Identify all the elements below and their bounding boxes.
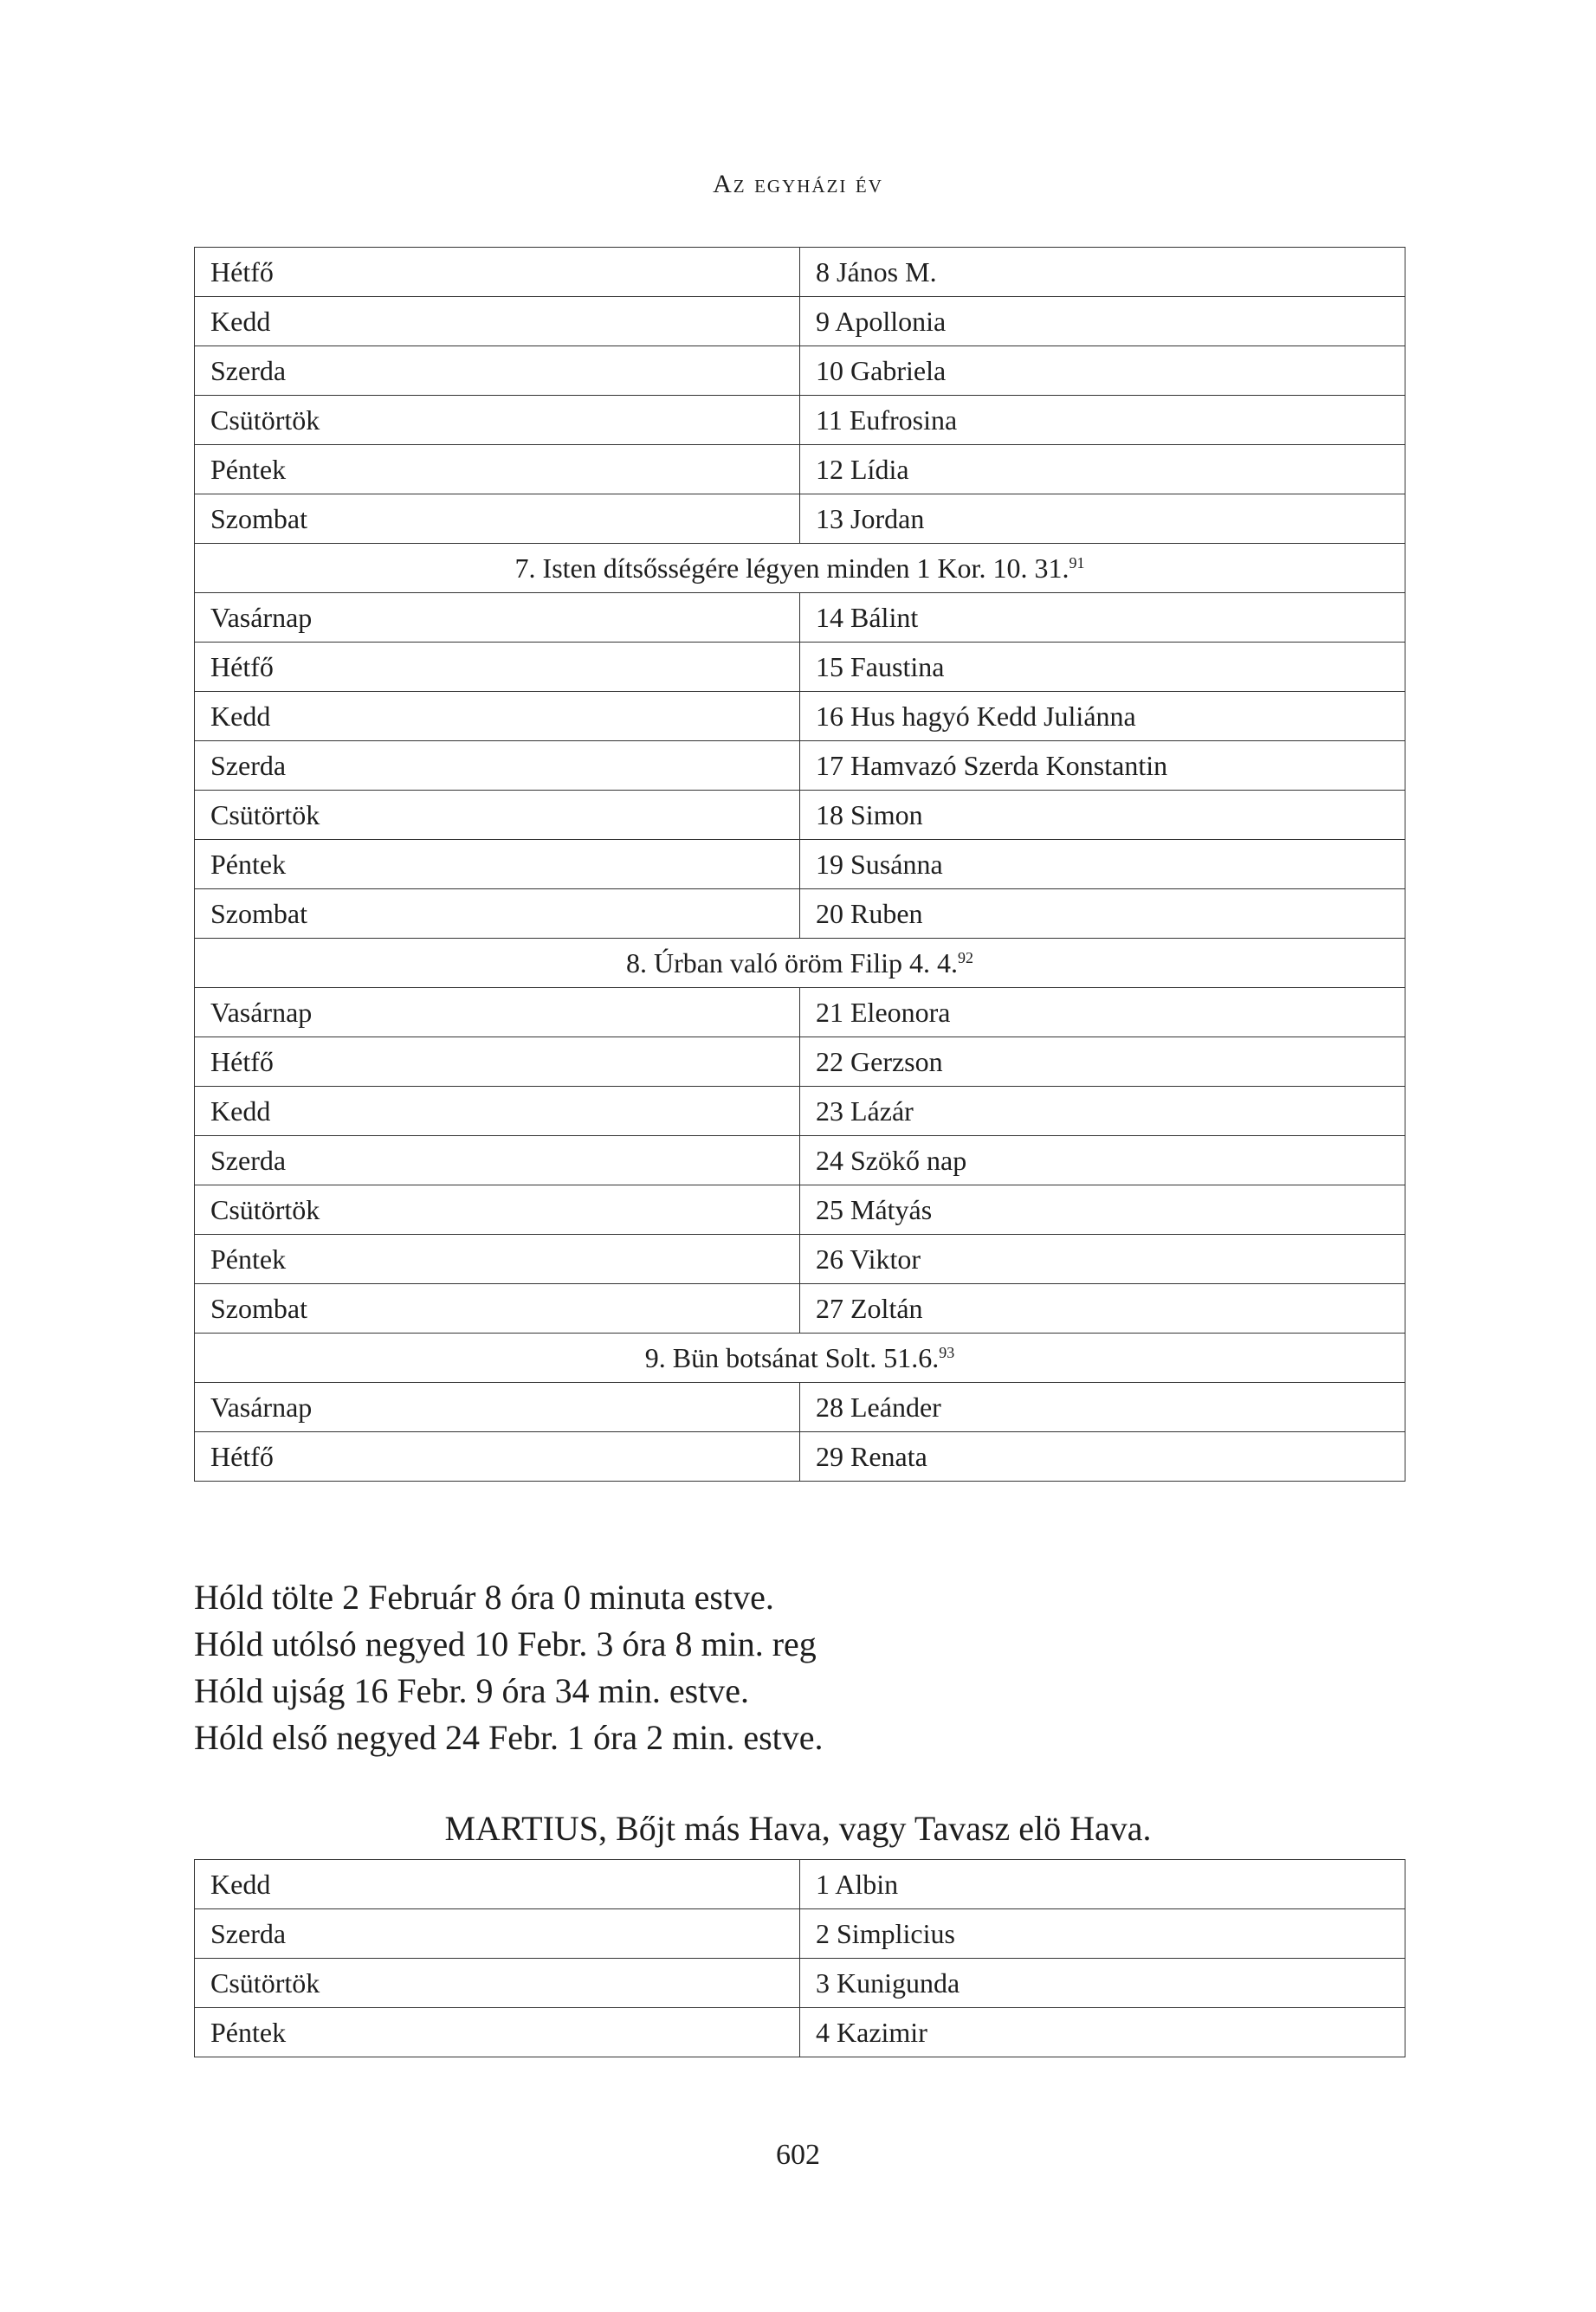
weekday-cell: Vasárnap	[195, 988, 800, 1037]
week-heading-row	[195, 939, 1405, 988]
weekday-cell: Szerda	[195, 346, 800, 396]
calendar-row	[195, 692, 1405, 741]
date-entry-cell: 24 Szökő nap	[800, 1136, 1405, 1185]
calendar-row	[195, 1087, 1405, 1136]
weekday-cell: Péntek	[195, 2008, 800, 2057]
march-title: MARTIUS, Bőjt más Hava, vagy Tavasz elö Hava.	[444, 1809, 1152, 1848]
calendar-row	[195, 248, 1405, 297]
calendar-row	[195, 494, 1405, 544]
weekday-cell: Kedd	[195, 1087, 800, 1136]
weekday-cell: Szerda	[195, 1136, 800, 1185]
calendar-row	[195, 1136, 1405, 1185]
date-entry-cell: 3 Kunigunda	[800, 1959, 1405, 2008]
calendar-row	[195, 840, 1405, 889]
weekday-cell: Csütörtök	[195, 1185, 800, 1235]
date-entry-cell: 9 Apollonia	[800, 297, 1405, 346]
date-entry-cell: 27 Zoltán	[800, 1284, 1405, 1334]
calendar-row	[195, 741, 1405, 791]
calendar-row	[195, 396, 1405, 445]
february-calendar-body	[195, 248, 1405, 1482]
week-heading-cell	[195, 1334, 1405, 1383]
date-entry-cell: 15 Faustina	[800, 643, 1405, 692]
date-entry-cell: 21 Eleonora	[800, 988, 1405, 1037]
calendar-row	[195, 445, 1405, 494]
weekday-cell: Csütörtök	[195, 396, 800, 445]
february-calendar-table	[194, 247, 1405, 1482]
calendar-row	[195, 2008, 1405, 2057]
date-entry-cell: 25 Mátyás	[800, 1185, 1405, 1235]
weekday-cell: Szerda	[195, 741, 800, 791]
week-heading-text: 7. Isten dítsősségére légyen minden 1 Kor. 10. 31.	[514, 552, 1069, 584]
footnote-marker: 91	[1069, 554, 1085, 572]
weekday-cell: Péntek	[195, 1235, 800, 1284]
moon-phase-line: Hóld ujság 16 Febr. 9 óra 34 min. estve.	[194, 1671, 750, 1710]
weekday-cell: Hétfő	[195, 248, 800, 297]
weekday-cell: Kedd	[195, 692, 800, 741]
week-heading-text: 8. Úrban való öröm Filip 4. 4.	[625, 947, 959, 978]
footnote-marker: 93	[939, 1344, 955, 1361]
calendar-row	[195, 1909, 1405, 1959]
weekday-cell: Hétfő	[195, 643, 800, 692]
date-entry-cell: 19 Susánna	[800, 840, 1405, 889]
date-entry-cell: 20 Ruben	[800, 889, 1405, 939]
weekday-cell: Péntek	[195, 840, 800, 889]
weekday-cell: Vasárnap	[195, 593, 800, 643]
date-entry-cell: 14 Bálint	[800, 593, 1405, 643]
weekday-cell: Vasárnap	[195, 1383, 800, 1432]
week-heading-text: 9. Bün botsánat Solt. 51.6.	[644, 1342, 940, 1373]
date-entry-cell: 16 Hus hagyó Kedd Juliánna	[800, 692, 1405, 741]
moon-phase-line: Hóld utólsó negyed 10 Febr. 3 óra 8 min. reg	[194, 1624, 817, 1663]
date-entry-cell: 28 Leánder	[800, 1383, 1405, 1432]
calendar-row	[195, 1284, 1405, 1334]
calendar-row	[195, 593, 1405, 643]
calendar-row	[195, 643, 1405, 692]
date-entry-cell: 18 Simon	[800, 791, 1405, 840]
weekday-cell: Csütörtök	[195, 791, 800, 840]
week-heading-cell	[195, 544, 1405, 593]
march-calendar-table	[194, 1859, 1405, 2057]
calendar-row	[195, 791, 1405, 840]
date-entry-cell: 8 János M.	[800, 248, 1405, 297]
date-entry-cell: 13 Jordan	[800, 494, 1405, 544]
moon-phases	[194, 1574, 824, 1761]
date-entry-cell: 17 Hamvazó Szerda Konstantin	[800, 741, 1405, 791]
date-entry-cell: 23 Lázár	[800, 1087, 1405, 1136]
moon-phase-line: Hóld tölte 2 Február 8 óra 0 minuta estve.	[194, 1578, 774, 1617]
week-heading-row	[195, 1334, 1405, 1383]
calendar-row	[195, 988, 1405, 1037]
weekday-cell: Szombat	[195, 494, 800, 544]
weekday-cell: Szerda	[195, 1909, 800, 1959]
date-entry-cell: 11 Eufrosina	[800, 396, 1405, 445]
calendar-row	[195, 297, 1405, 346]
weekday-cell: Szombat	[195, 889, 800, 939]
calendar-row	[195, 1185, 1405, 1235]
date-entry-cell: 26 Viktor	[800, 1235, 1405, 1284]
weekday-cell: Csütörtök	[195, 1959, 800, 2008]
date-entry-cell: 4 Kazimir	[800, 2008, 1405, 2057]
page-number: 602	[776, 2139, 820, 2171]
moon-phase-line: Hóld első negyed 24 Febr. 1 óra 2 min. estve.	[194, 1718, 824, 1757]
weekday-cell: Hétfő	[195, 1432, 800, 1482]
calendar-row	[195, 346, 1405, 396]
weekday-cell: Szombat	[195, 1284, 800, 1334]
calendar-row	[195, 1235, 1405, 1284]
week-heading-row	[195, 544, 1405, 593]
date-entry-cell: 2 Simplicius	[800, 1909, 1405, 1959]
calendar-row	[195, 1432, 1405, 1482]
weekday-cell: Hétfő	[195, 1037, 800, 1087]
weekday-cell: Kedd	[195, 1860, 800, 1909]
date-entry-cell: 29 Renata	[800, 1432, 1405, 1482]
weekday-cell: Kedd	[195, 297, 800, 346]
calendar-row	[195, 1860, 1405, 1909]
week-heading-cell	[195, 939, 1405, 988]
calendar-row	[195, 1959, 1405, 2008]
calendar-row	[195, 1383, 1405, 1432]
weekday-cell: Péntek	[195, 445, 800, 494]
march-calendar-body	[195, 1860, 1405, 2057]
calendar-row	[195, 1037, 1405, 1087]
date-entry-cell: 10 Gabriela	[800, 346, 1405, 396]
footnote-marker: 92	[958, 949, 974, 966]
running-head: Az egyházi év	[713, 170, 883, 198]
date-entry-cell: 12 Lídia	[800, 445, 1405, 494]
calendar-row	[195, 889, 1405, 939]
date-entry-cell: 22 Gerzson	[800, 1037, 1405, 1087]
date-entry-cell: 1 Albin	[800, 1860, 1405, 1909]
